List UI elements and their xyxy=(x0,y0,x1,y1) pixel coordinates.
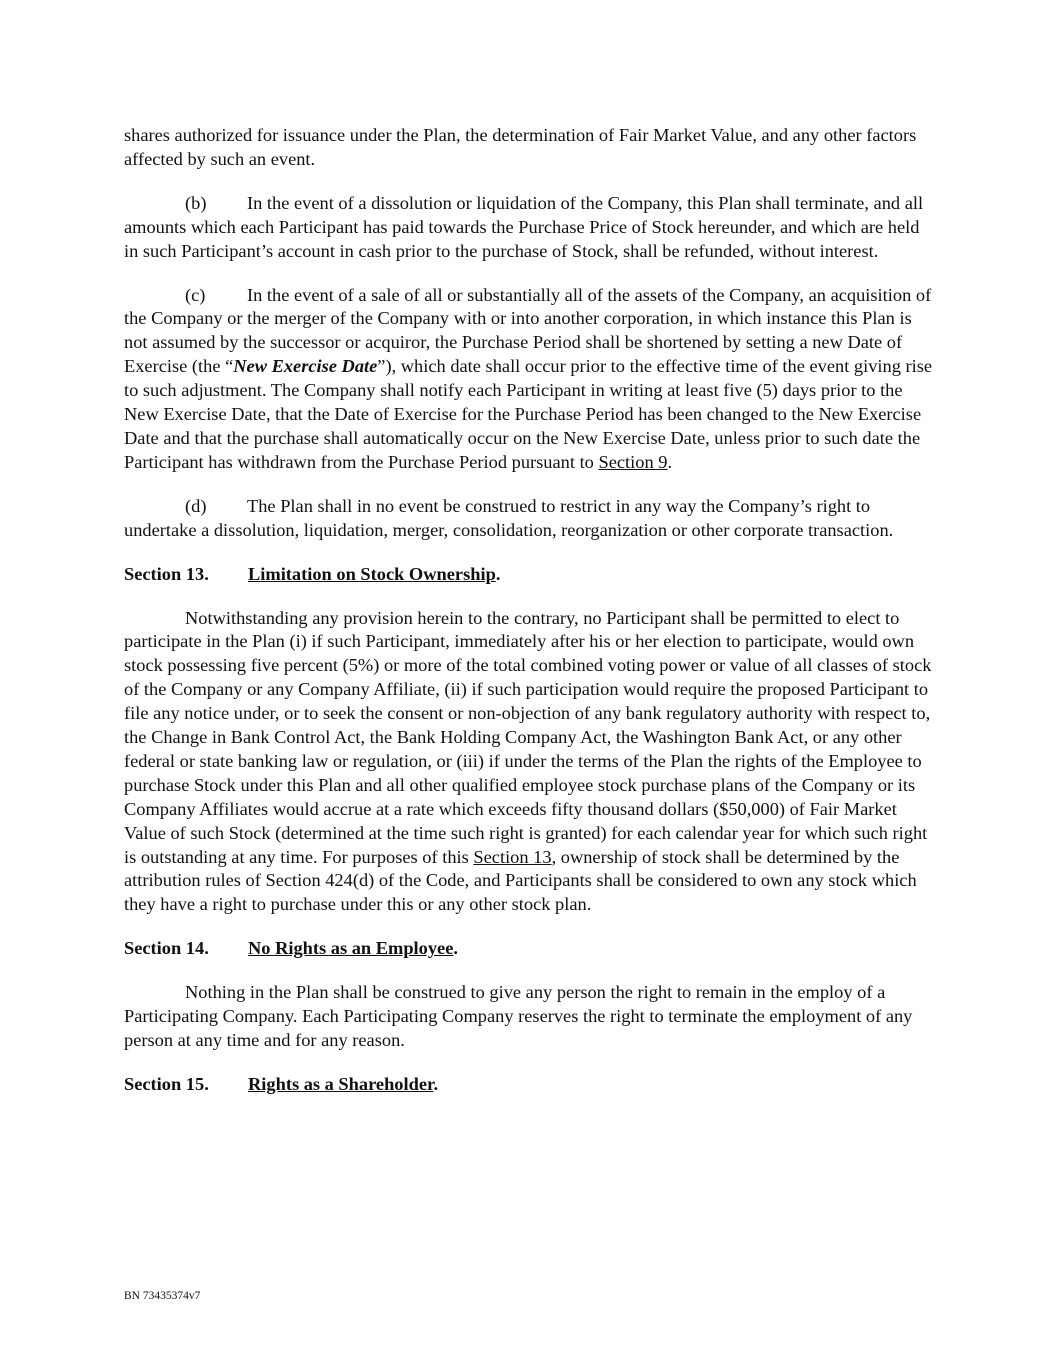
section-13-body xyxy=(124,607,936,918)
footer-doc-id: BN 73435374v7 xyxy=(124,1290,201,1302)
section-13-text-1: Notwithstanding any provision herein to the contrary, no Participant shall be permitted to elect to participate in the Plan (i) if such Participant, immediately after his or her election to participate, would own stock possessing five percent (5%) or more of the total combined voting power or value of all classes of stock of the Company or any Company Affiliate, (ii) if such participation would require the proposed Participant to file any notice under, or to seek the consent or non-objection of any bank regulatory authority with respect to, the Change in Bank Control Act, the Bank Holding Company Act, the Washington Bank Act, or any other federal or state banking law or regulation, or (iii) if under the terms of the Plan the rights of the Employee to purchase Stock under this Plan and all other qualified employee stock purchase plans of the Company or its Company Affiliates would accrue at a rate which exceeds fifty thousand dollars ($50,000) of Fair Market Value of such Stock (determined at the time such right is granted) for each calendar year for which such right is outstanding at any time. For purposes of this xyxy=(124,607,932,867)
paragraph-b-text: In the event of a dissolution or liquidation of the Company, this Plan shall terminate, and all amounts which each Participant has paid towards the Purchase Price of Stock hereunder, and which are held in such Participant’s account in cash prior to the purchase of Stock, shall be refunded, without interest. xyxy=(124,192,924,261)
section-13-text-2: , ownership of stock shall be determined by the attribution rules of Section 424(d) of the Code, and Participants shall be considered to own any stock which they have a right to purchase under this or any other stock plan. xyxy=(124,846,917,915)
paragraph-b xyxy=(124,192,936,264)
section-14-body: Nothing in the Plan shall be construed to give any person the right to remain in the employ of a Participating Company. Each Participating Company reserves the right to terminate the employment of any person at any time and for any reason. xyxy=(124,982,913,1050)
section-14-heading xyxy=(124,937,936,961)
paragraph-d xyxy=(124,495,936,543)
paragraph-c-label: (c) xyxy=(185,284,206,305)
section-13-title: Limitation on Stock Ownership xyxy=(248,563,496,584)
section-13-heading xyxy=(124,563,936,587)
paragraph-b-label: (b) xyxy=(185,192,207,213)
paragraph-c-text-2: ”), which date shall occur prior to the effective time of the event giving rise to such adjustment. The Company shall notify each Participant in writing at least five (5) days prior to the New Exercise Date, that the Date of Exercise for the Purchase Period has been changed to the New Exercise Date and that the purchase shall automatically occur on the New Exercise Date, unless prior to such date the Participant has withdrawn from the Purchase Period pursuant to xyxy=(124,356,933,472)
section-15-number: Section 15. xyxy=(124,1073,209,1094)
paragraph-c-text-1: In the event of a sale of all or substantially all of the assets of the Company, an acquisition of the Company or the merger of the Company with or into another corporation, in which instance this Plan is not assumed by the successor or acquiror, the Purchase Period shall be shortened by setting a new Date of Exercise (the “ xyxy=(124,284,932,377)
section-15-title: Rights as a Shareholder xyxy=(248,1073,434,1094)
section-9-reference[interactable]: Section 9 xyxy=(598,451,668,472)
section-13-number: Section 13. xyxy=(124,563,209,584)
section-15-period: . xyxy=(433,1073,439,1094)
section-14-period: . xyxy=(453,938,458,959)
paragraph-c xyxy=(124,284,936,475)
document-page xyxy=(124,124,936,1117)
paragraph-continuation: shares authorized for issuance under the Plan, the determination of Fair Market Value, and any other factors affected by such an event. xyxy=(124,125,917,169)
section-14-number: Section 14. xyxy=(124,938,209,959)
section-14-title: No Rights as an Employee xyxy=(248,938,454,959)
section-15-heading xyxy=(124,1073,936,1097)
section-13-reference[interactable]: Section 13 xyxy=(473,846,552,867)
paragraph-c-text-3: . xyxy=(667,451,673,472)
paragraph-d-label: (d) xyxy=(185,495,207,516)
section-13-period: . xyxy=(495,563,501,584)
defined-term-new-exercise-date: New Exercise Date xyxy=(233,356,378,377)
paragraph-d-text: The Plan shall in no event be construed to restrict in any way the Company’s right to undertake a dissolution, liquidation, merger, consolidation, reorganization or other corporate transaction. xyxy=(124,495,894,540)
